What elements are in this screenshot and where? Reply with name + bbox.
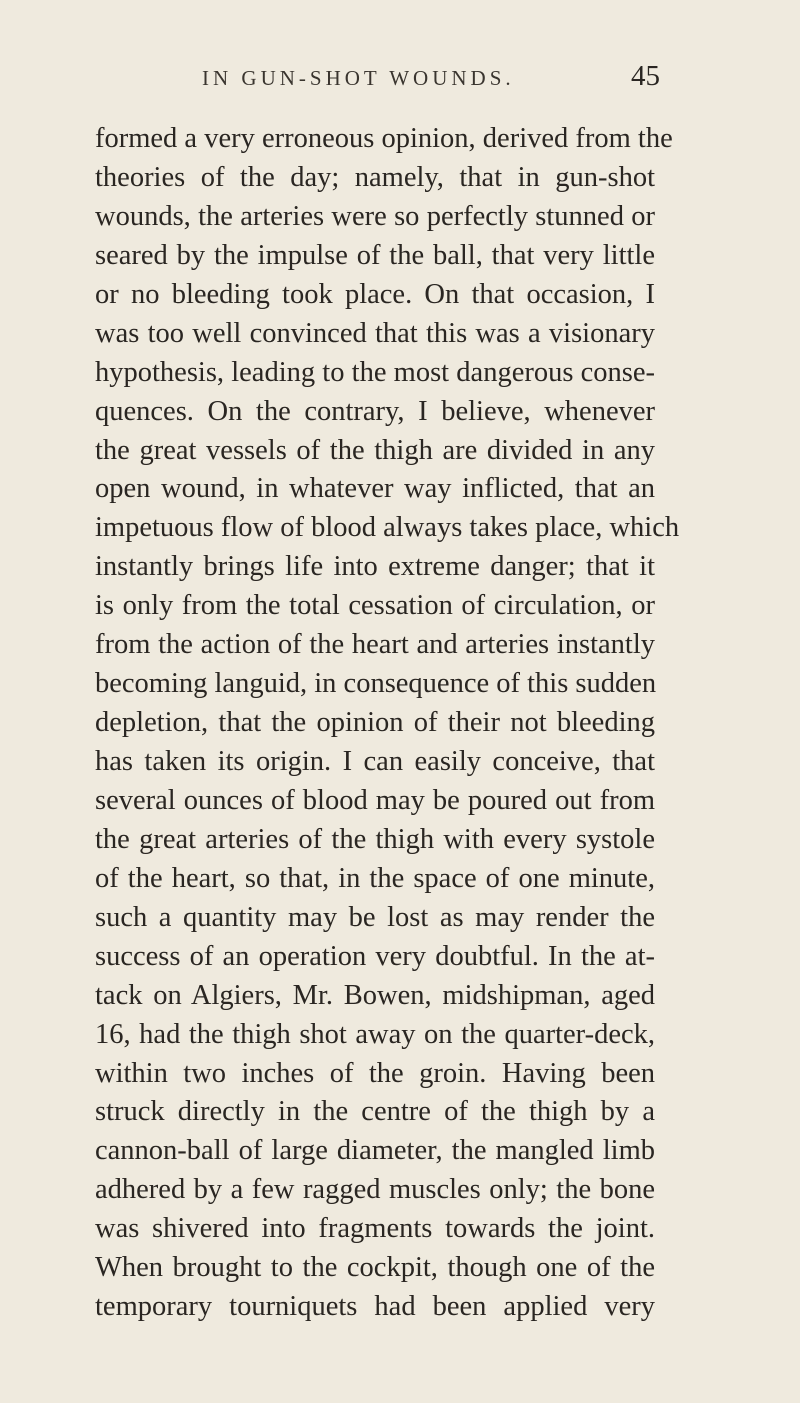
text-line: is only from the total cessation of circulation, or [95, 590, 655, 622]
text-line: hypothesis, leading to the most dangerous conse- [95, 356, 655, 388]
text-line: quences. On the contrary, I believe, whenever [95, 395, 655, 427]
text-line: cannon-ball of large diameter, the mangled limb [95, 1135, 655, 1167]
text-line: struck directly in the centre of the thigh by a [95, 1096, 655, 1128]
text-line: within two inches of the groin. Having been [95, 1057, 655, 1089]
text-line: becoming languid, in consequence of this sudden [95, 668, 657, 700]
text-line: adhered by a few ragged muscles only; the bone [95, 1174, 655, 1206]
text-line: formed a very erroneous opinion, derived from the [95, 123, 673, 154]
text-line: was shivered into fragments towards the joint. [95, 1213, 655, 1245]
text-line: the great arteries of the thigh with every systole [95, 823, 655, 855]
text-line: temporary tourniquets had been applied very [95, 1291, 655, 1323]
text-line: was too well convinced that this was a visionary [95, 317, 655, 349]
text-line: has taken its origin. I can easily conceive, that [95, 746, 655, 777]
text-line: open wound, in whatever way inflicted, that an [95, 473, 655, 505]
text-line: tack on Algiers, Mr. Bowen, midshipman, aged [95, 979, 655, 1011]
text-line: wounds, the arteries were so perfectly stunned or [95, 200, 655, 232]
text-line: seared by the impulse of the ball, that very little [95, 239, 655, 271]
text-line: When brought to the cockpit, though one of the [95, 1252, 655, 1284]
text-line: of the heart, so that, in the space of one minute, [95, 862, 655, 894]
text-line: impetuous flow of blood always takes place, which [95, 512, 680, 544]
running-head: IN GUN-SHOT WOUNDS. [202, 66, 515, 90]
body-text [95, 120, 680, 1327]
text-line: depletion, that the opinion of their not bleeding [95, 707, 655, 739]
text-line: instantly brings life into extreme danger; that it [95, 551, 655, 583]
text-line: 16, had the thigh shot away on the quarter-deck, [95, 1018, 655, 1050]
text-line: from the action of the heart and arteries instantly [95, 629, 655, 661]
page-header [90, 62, 660, 102]
text-line: or no bleeding took place. On that occasion, I [95, 278, 655, 310]
text-line: the great vessels of the thigh are divided in any [95, 434, 655, 466]
page-number: 45 [631, 60, 660, 92]
text-line: several ounces of blood may be poured out from [95, 784, 655, 816]
text-line: theories of the day; namely, that in gun-shot [95, 161, 655, 193]
text-line: success of an operation very doubtful. In the at- [95, 940, 655, 972]
text-line: such a quantity may be lost as may render the [95, 901, 655, 933]
